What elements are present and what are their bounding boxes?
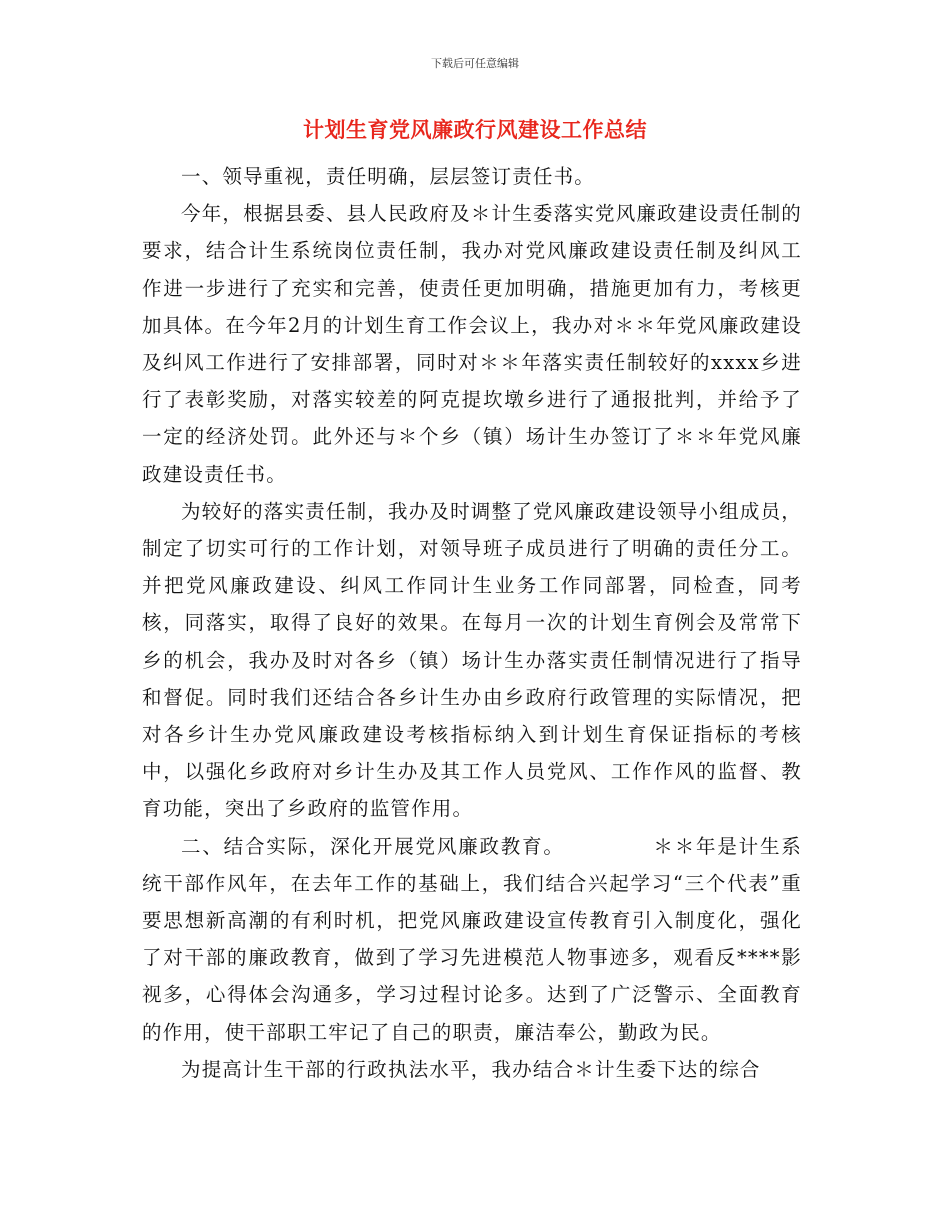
paragraph-3: 为较好的落实责任制，我办及时调整了党风廉政建设领导小组成员，制定了切实可行的工作计划，对领导班子成员进行了明确的责任分工。并把党风廉政建设、纠风工作同计生业务工作同部署，同检查，同考核，同落实，取得了良好的效果。在每月一次的计划生育例会及常常下乡的机会，我办及时对各乡（镇）场计生办落实责任制情况进行了指导和督促。同时我们还结合各乡计生办由乡政府行政管理的实际情况，把对各乡计生办党风廉政建设考核指标纳入到计划生育保证指标的考核中，以强化乡政府对乡计生办及其工作人员党风、工作作风的监督、教育功能，突出了乡政府的监管作用。: [142, 499, 803, 821]
paragraph-1: 一、领导重视，责任明确，层层签订责任书。: [181, 165, 596, 188]
section-2-heading: 二、结合实际，深化开展党风廉政教育。: [181, 834, 565, 858]
header-note: 下载后可任意编辑: [431, 57, 519, 70]
paragraph-2: 今年，根据县委、县人民政府及＊计生委落实党风廉政建设责任制的要求，结合计生系统岗位责任制，我办对党风廉政建设责任制及纠风工作进一步进行了充实和完善，使责任更加明确，措施更加有力，考核更加具体。在今年2月的计划生育工作会议上，我办对＊＊年党风廉政建设及纠风工作进行了安排部署，同时对＊＊年落实责任制较好的xxxx乡进行了表彰奖励，对落实较差的阿克提坎墩乡进行了通报批判，并给予了一定的经济处罚。此外还与＊个乡（镇）场计生办签订了＊＊年党风廉政建设责任书。: [142, 202, 803, 486]
paragraph-4: [142, 828, 802, 1051]
document-title: 计划生育党风廉政行风建设工作总结: [303, 118, 647, 142]
paragraph-5: 为提高计生干部的行政执法水平，我办结合＊计生委下达的综合: [181, 1057, 761, 1081]
document-body: [142, 158, 802, 1088]
section-2-text: ＊＊年是计生系统干部作风年，在去年工作的基础上，我们结合兴起学习“三个代表”重要思想新高潮的有利时机，把党风廉政建设宣传教育引入制度化，强化了对干部的廉政教育，做到了学习先进模范人物事迹多，观看反****影视多，心得体会沟通多，学习过程讨论多。达到了广泛警示、全面教育的作用，使干部职工牢记了自己的职责，廉洁奉公，勤政为民。: [142, 834, 802, 1044]
